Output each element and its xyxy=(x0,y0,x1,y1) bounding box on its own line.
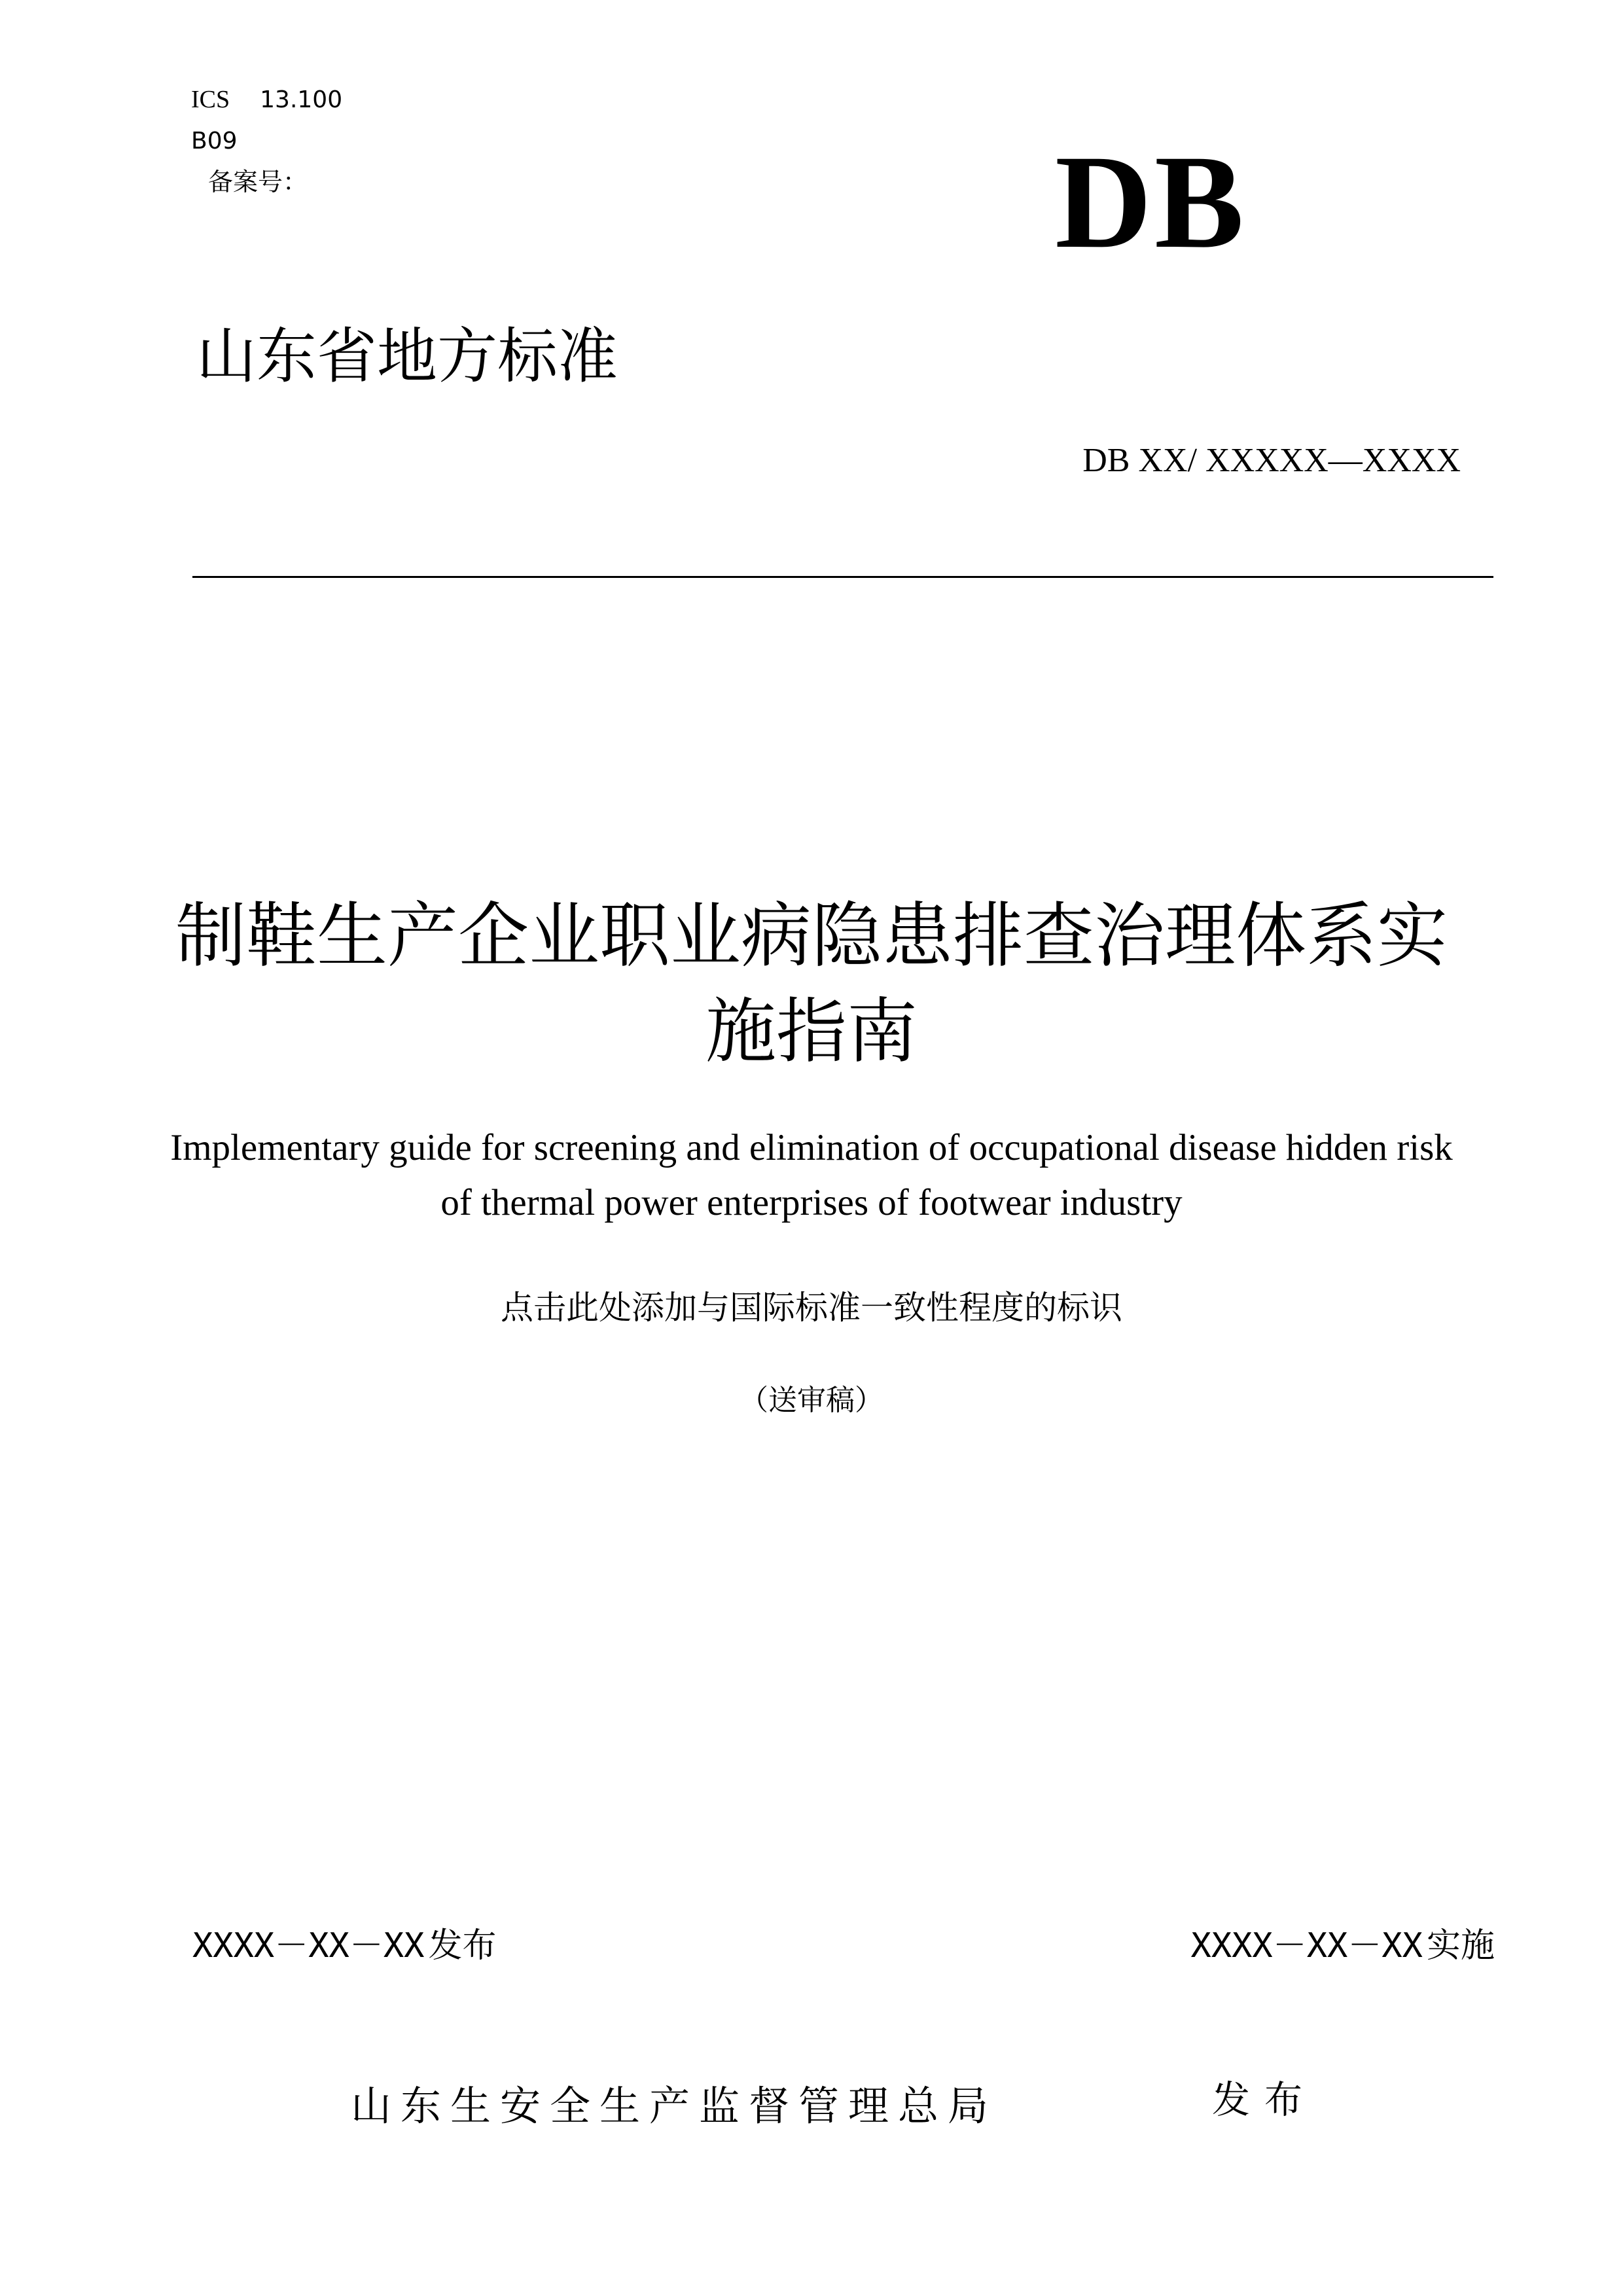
issue-date xyxy=(192,1924,496,1967)
db-logo: DB xyxy=(1055,128,1247,276)
issue-date-value: XXXX－XX－XX xyxy=(192,1926,425,1965)
title-en-line-2: of thermal power enterprises of footwear industry xyxy=(440,1182,1183,1223)
consistency-placeholder[interactable]: 点击此处添加与国际标准一致性程度的标识 xyxy=(501,1289,1122,1327)
header-divider xyxy=(192,576,1493,578)
issuing-authority: 山东生安全生产监督管理总局 xyxy=(351,2082,998,2130)
ics-label: ICS xyxy=(191,86,230,113)
effective-date-value: XXXX－XX－XX xyxy=(1190,1926,1423,1965)
document-title-zh xyxy=(0,889,1623,1080)
document-title-en xyxy=(0,1121,1623,1230)
draft-status: （送审稿） xyxy=(740,1384,883,1417)
title-zh-line-1: 制鞋生产企业职业病隐患排查治理体系实 xyxy=(175,895,1448,977)
standard-number: DB XX/ XXXXX—XXXX xyxy=(1082,442,1461,479)
title-zh-line-2: 施指南 xyxy=(705,991,918,1073)
ccs-code: B09 xyxy=(191,128,238,154)
title-en-line-1: Implementary guide for screening and elimination of occupational disease hidden risk xyxy=(170,1127,1453,1168)
standard-level-title: 山东省地方标准 xyxy=(196,321,618,391)
issuing-word: 发布 xyxy=(1212,2077,1317,2122)
filing-number-label: 备案号： xyxy=(208,168,308,196)
effective-date-label: 实施 xyxy=(1426,1926,1495,1965)
ics-code: 13.100 xyxy=(260,86,343,113)
ics-classification xyxy=(191,84,342,116)
issue-date-label: 发布 xyxy=(428,1926,497,1965)
effective-date xyxy=(1191,1924,1495,1967)
